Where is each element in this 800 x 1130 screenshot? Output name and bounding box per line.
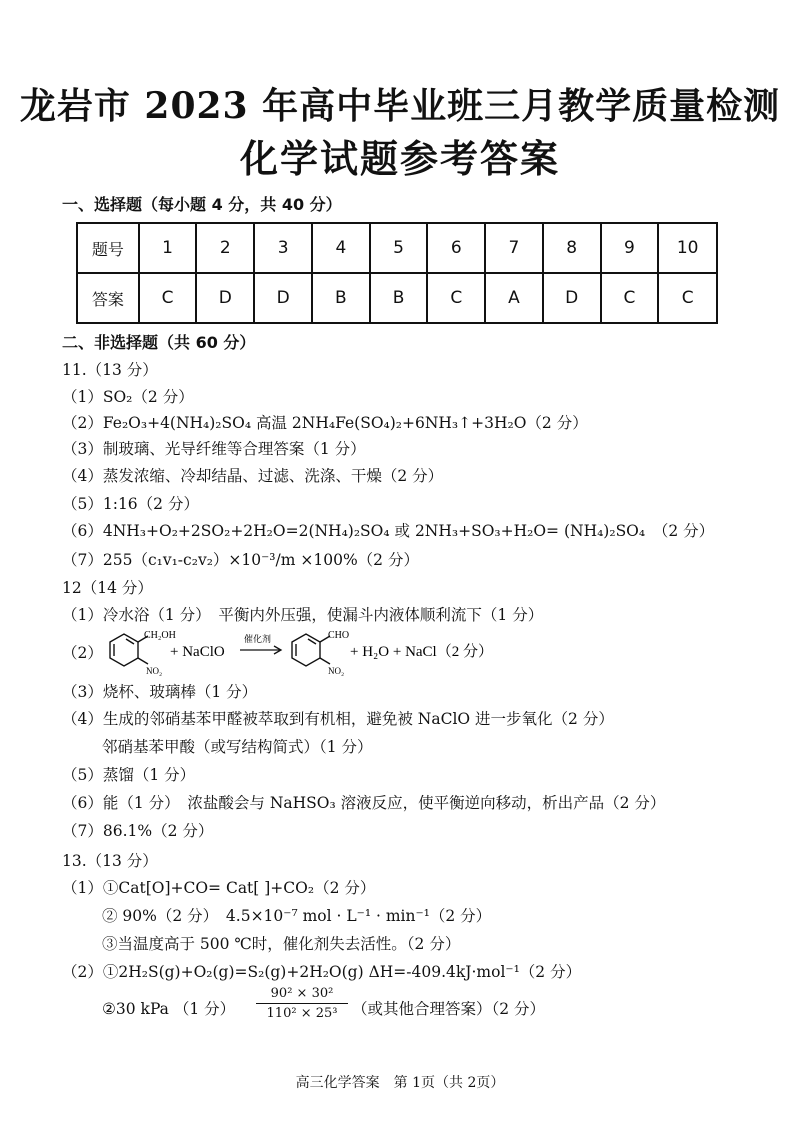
table-cell: C [601,273,659,323]
q11-item-7: （7）255（c₁v₁-c₂v₂）×10⁻³/m ×100%（2 分） [62,551,419,569]
q11-item-2: （2）Fe₂O₃+4(NH₄)₂SO₄ 高温 2NH₄Fe(SO₄)₂+6NH₃↑+3H₂O（2 分） [62,414,588,432]
catalyst-label: 催化剂 [244,634,272,644]
row-label-answer: 答案 [77,273,139,323]
q13-item-2b: ②30 kPa （1 分） [102,1000,236,1018]
fraction-denominator: 110² × 25³ [266,1006,338,1021]
q13-item-2a: （2）①2H₂S(g)+O₂(g)=S₂(g)+2H₂O(g) ΔH=-409.4kJ·mol⁻¹（2 分） [62,963,582,981]
q13-item-1b: ② 90%（2 分） 4.5×10⁻⁷ mol · L⁻¹ · min⁻¹（2 分） [102,907,492,925]
table-cell: 8 [543,223,601,273]
table-cell: D [196,273,254,323]
benzene-ring-product [292,634,330,666]
q12-item-4b: 邻硝基苯甲酸（或写结构简式）（1 分） [102,738,373,756]
q11-item-6: （6）4NH₃+O₂+2SO₂+2H₂O=2(NH₄)₂SO₄ 或 2NH₃+SO₃+H₂O= (NH₄)₂SO₄ （2 分） [62,522,715,540]
question-number-row [77,223,717,273]
q11-item-4: （4）蒸发浓缩、冷却结晶、过滤、洗涤、干燥（2 分） [62,467,444,485]
table-cell: 9 [601,223,659,273]
answer-table [76,222,718,324]
q12-title: 12（14 分） [62,579,153,597]
reactant-nitro-label: NO₂ [146,666,163,676]
q11-title: 11.（13 分） [62,361,158,379]
q13-item-1a: （1）①Cat[O]+CO= Cat[ ]+CO₂（2 分） [62,879,376,897]
table-cell: A [485,273,543,323]
page-subtitle: 化学试题参考答案 [239,136,560,181]
q12-item-4: （4）生成的邻硝基苯甲醛被萃取到有机相，避免被 NaClO 进一步氧化（2 分） [62,710,614,728]
table-cell: B [370,273,428,323]
fraction-numerator: 90² × 30² [270,986,334,1001]
product-nitro-label: NO₂ [328,666,345,676]
table-cell: 2 [196,223,254,273]
q12-item-5: （5）蒸馏（1 分） [62,766,196,784]
table-cell: 6 [427,223,485,273]
table-cell: 5 [370,223,428,273]
table-cell: C [658,273,717,323]
q13-item-1c: ③当温度高于 500 ℃时，催化剂失去活性。（2 分） [102,935,461,953]
section-2-heading: 二、非选择题（共 60 分） [62,333,256,352]
section-1-heading: 一、选择题（每小题 4 分，共 40 分） [62,195,342,214]
q13-item-2c: （或其他合理答案）（2 分） [352,1000,546,1018]
table-cell: 3 [254,223,312,273]
q12-item-7: （7）86.1%（2 分） [62,822,214,840]
answer-row [77,273,717,323]
q12-item-6: （6）能（1 分） 浓盐酸会与 NaHSO₃ 溶液反应，使平衡逆向移动，析出产品（2 分） [62,794,666,812]
table-cell: 7 [485,223,543,273]
reaction-byproducts: + H₂O + NaCl（2 分） [350,644,493,660]
q11-item-1: （1）SO₂（2 分） [62,388,194,406]
reactant-group-label: CH₂OH [144,630,176,641]
equilibrium-fraction [256,986,348,1021]
q13-title: 13.（13 分） [62,852,158,870]
table-cell: 4 [312,223,370,273]
table-cell: C [427,273,485,323]
q11-item-5: （5）1:16（2 分） [62,495,199,513]
table-cell: 1 [139,223,197,273]
table-cell: B [312,273,370,323]
product-group-label: CHO [328,630,350,641]
row-label-question: 题号 [77,223,139,273]
table-cell: 10 [658,223,717,273]
benzene-ring-reactant [110,634,148,666]
reagent-label: + NaClO [170,644,225,660]
q12-item-1: （1）冷水浴（1 分） 平衡内外压强，使漏斗内液体顺利流下（1 分） [62,606,544,624]
page-title: 龙岩市 2023 年高中毕业班三月教学质量检测 [19,85,781,127]
table-cell: D [543,273,601,323]
fraction-bar [256,1003,348,1004]
reaction-scheme [96,628,616,676]
table-cell: D [254,273,312,323]
q11-item-3: （3）制玻璃、光导纤维等合理答案（1 分） [62,440,366,458]
page-footer: 高三化学答案 第 1页（共 2页） [295,1075,505,1091]
q12-item-3: （3）烧杯、玻璃棒（1 分） [62,683,258,701]
table-cell: C [139,273,197,323]
q12-item-2-prefix: （2） [62,644,103,662]
